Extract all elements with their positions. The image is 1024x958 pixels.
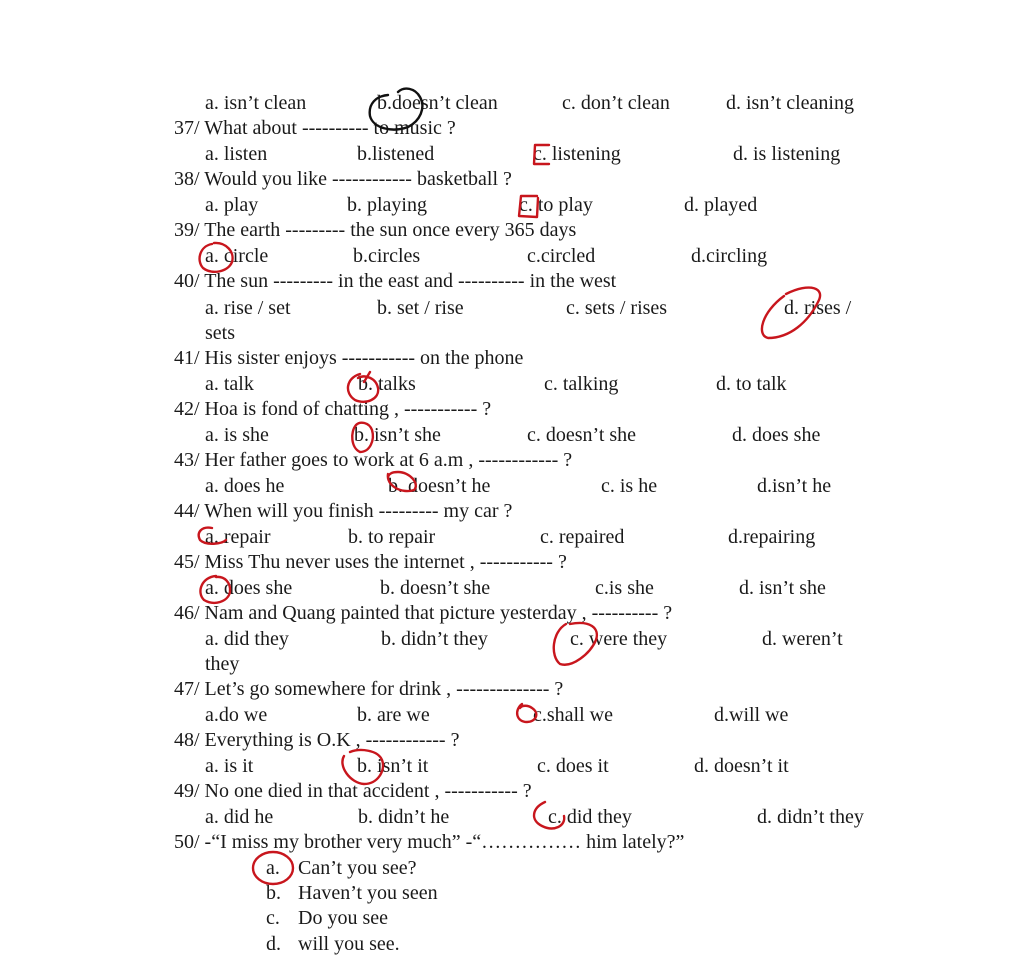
q36-option-b: b.doesn’t clean [377,92,498,114]
question-39-option-c: c.circled [527,245,596,267]
question-44-option-b: b. to repair [348,526,436,548]
question-37-option-b: b.listened [357,143,435,165]
question-38-option-a: a. play [205,194,259,216]
question-47-option-d: d.will we [714,704,789,726]
question-42-option-b: b. isn’t she [354,424,441,446]
question-46-option-a: a. did they [205,628,289,650]
question-47-option-b: b. are we [357,704,430,726]
question-40-option-a: a. rise / set [205,297,291,319]
q36-option-d: d. isn’t cleaning [726,92,854,114]
question-50-option-a-letter: a. [266,857,280,879]
question-41-prompt: 41/ His sister enjoys ----------- on the phone [174,347,524,369]
question-39-prompt: 39/ The earth --------- the sun once every 365 days [174,219,577,241]
question-49-option-a: a. did he [205,806,274,828]
question-48-option-d: d. doesn’t it [694,755,789,777]
question-49-option-d: d. didn’t they [757,806,864,828]
question-37-prompt: 37/ What about ---------- to music ? [174,117,456,139]
question-49-option-c: c. did they [548,806,632,828]
question-46-option-d: d. weren’t [762,628,843,650]
question-40-option-b: b. set / rise [377,297,464,319]
question-43-option-b: b. doesn’t he [388,475,491,497]
question-40-option-d-continued: sets [205,322,235,344]
question-50-option-b-text: Haven’t you seen [298,882,438,904]
question-50-option-c-letter: c. [266,907,280,929]
question-42-option-d: d. does she [732,424,821,446]
question-44-option-a: a. repair [205,526,271,548]
question-39-option-d: d.circling [691,245,768,267]
question-40-option-d: d. rises / [784,297,852,319]
question-45-prompt: 45/ Miss Thu never uses the internet , ----------- ? [174,551,567,573]
question-41-option-c: c. talking [544,373,619,395]
question-42-option-c: c. doesn’t she [527,424,637,446]
question-41-option-d: d. to talk [716,373,787,395]
question-47-option-c: c.shall we [533,704,613,726]
question-46-option-c: c. were they [570,628,668,650]
question-49-prompt: 49/ No one died in that accident , ----------- ? [174,780,532,802]
question-46-prompt: 46/ Nam and Quang painted that picture yesterday , ---------- ? [174,602,673,624]
question-45-option-a: a. does she [205,577,293,599]
question-45-option-b: b. doesn’t she [380,577,491,599]
question-42-option-a: a. is she [205,424,269,446]
question-37-option-c: c. listening [533,143,621,165]
question-38-option-d: d. played [684,194,758,216]
question-38-prompt: 38/ Would you like ------------ basketball ? [174,168,512,190]
question-38-option-b: b. playing [347,194,427,216]
question-42-prompt: 42/ Hoa is fond of chatting , ----------- ? [174,398,492,420]
question-44-option-d: d.repairing [728,526,816,548]
question-37-option-a: a. listen [205,143,268,165]
question-41-option-a: a. talk [205,373,254,395]
question-49-option-b: b. didn’t he [358,806,450,828]
question-45-option-d: d. isn’t she [739,577,826,599]
question-50-option-a-text: Can’t you see? [298,857,417,879]
question-38-option-c: c. to play [519,194,593,216]
question-45-option-c: c.is she [595,577,654,599]
q36-option-a: a. isn’t clean [205,92,307,114]
question-40-option-c: c. sets / rises [566,297,668,319]
question-43-option-d: d.isn’t he [757,475,832,497]
question-43-prompt: 43/ Her father goes to work at 6 a.m , ------------ ? [174,449,573,471]
question-40-prompt: 40/ The sun --------- in the east and ---------- in the west [174,270,617,292]
question-48-option-c: c. does it [537,755,609,777]
question-48-option-a: a. is it [205,755,254,777]
question-43-option-a: a. does he [205,475,285,497]
question-41-option-b: b. talks [358,373,416,395]
question-39-option-b: b.circles [353,245,421,267]
question-50-option-d-letter: d. [266,933,281,955]
question-48-option-b: b. isn’t it [357,755,429,777]
question-47-prompt: 47/ Let’s go somewhere for drink , -------------- ? [174,678,564,700]
question-50-prompt: 50/ -“I miss my brother very much” -“…………… him lately?” [174,831,685,853]
question-47-option-a: a.do we [205,704,268,726]
question-46-option-b: b. didn’t they [381,628,488,650]
question-50-option-b-letter: b. [266,882,281,904]
question-37-option-d: d. is listening [733,143,841,165]
question-44-option-c: c. repaired [540,526,625,548]
question-46-option-d-continued: they [205,653,240,675]
question-50-option-c-text: Do you see [298,907,388,929]
question-44-prompt: 44/ When will you finish --------- my car ? [174,500,513,522]
question-50-option-d-text: will you see. [298,933,400,955]
question-39-option-a: a. circle [205,245,269,267]
question-48-prompt: 48/ Everything is O.K , ------------ ? [174,729,460,751]
q36-option-c: c. don’t clean [562,92,670,114]
question-43-option-c: c. is he [601,475,658,497]
